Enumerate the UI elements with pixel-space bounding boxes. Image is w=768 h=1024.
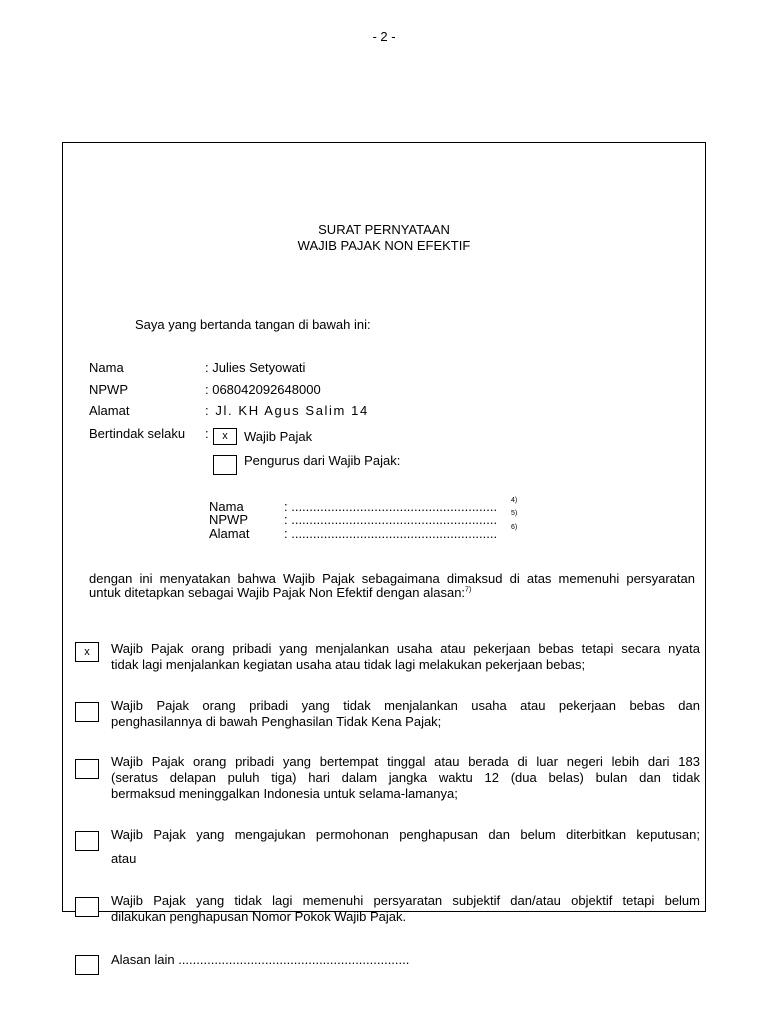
pengurus-label: Pengurus dari Wajib Pajak:	[244, 453, 401, 468]
wajib-pajak-label: Wajib Pajak	[244, 429, 313, 444]
reason-3-checkbox[interactable]	[75, 759, 99, 779]
nama-value: : Julies Setyowati	[205, 360, 306, 375]
reason-1-line-2: tidak lagi menjalankan kegiatan usaha atau tidak lagi melakukan pekerjaan bebas;	[111, 657, 586, 672]
reason-4-checkbox[interactable]	[75, 831, 99, 851]
reason-2-checkbox[interactable]	[75, 702, 99, 722]
statement-line-2-text: untuk ditetapkan sebagai Wajib Pajak Non Efektif dengan alasan:	[89, 585, 466, 600]
bertindak-label: Bertindak selaku	[89, 426, 186, 441]
reason-2-line-1: Wajib Pajak orang pribadi yang tidak menjalankan usaha atau pekerjaan bebas dan	[111, 698, 700, 713]
reason-6-text: Alasan lain ................................................................	[111, 952, 410, 967]
npwp-value: : 068042092648000	[205, 382, 321, 397]
reason-3-line-3: bermaksud meninggalkan Indonesia untuk selama-lamanya;	[111, 786, 458, 801]
pengurus-npwp-value: : .........................................................	[284, 512, 498, 527]
reason-5-checkbox[interactable]	[75, 897, 99, 917]
reason-3-line-1: Wajib Pajak orang pribadi yang bertempat tinggal atau berada di luar negeri lebih dari 183	[111, 754, 700, 769]
pengurus-checkbox[interactable]	[213, 455, 237, 475]
pengurus-alamat-label: Alamat	[209, 526, 250, 541]
reason-3-line-2: (seratus delapan puluh tiga) hari dalam jangka waktu 12 (dua belas) bulan dan tidak	[111, 770, 700, 785]
wajib-pajak-checkbox[interactable]: x	[213, 428, 237, 445]
page-number: - 2 -	[372, 29, 396, 44]
pengurus-npwp-label: NPWP	[209, 512, 248, 527]
pengurus-nama-label: Nama	[209, 499, 244, 514]
reason-6-checkbox[interactable]	[75, 955, 99, 975]
reason-5-line-1: Wajib Pajak yang tidak lagi memenuhi persyaratan subjektif dan/atau objektif tetapi belum	[111, 893, 700, 908]
statement-line-2	[89, 585, 471, 600]
reason-2-text	[111, 698, 700, 730]
intro-text: Saya yang bertanda tangan di bawah ini:	[135, 317, 371, 332]
document-title: SURAT PERNYATAAN	[318, 222, 450, 237]
reason-4-line-2: atau	[111, 851, 137, 866]
reason-4-line-1: Wajib Pajak yang mengajukan permohonan penghapusan dan belum diterbitkan keputusan;	[111, 827, 700, 842]
document-subtitle: WAJIB PAJAK NON EFEKTIF	[297, 238, 471, 253]
bertindak-colon: :	[205, 426, 209, 441]
reason-2-line-2: penghasilannya di bawah Penghasilan Tidak Kena Pajak;	[111, 714, 442, 729]
reason-5-line-2: dilakukan penghapusan Nomor Pokok Wajib Pajak.	[111, 909, 407, 924]
pengurus-alamat-value: : .........................................................	[284, 526, 498, 541]
reason-5-text	[111, 893, 700, 925]
npwp-label: NPWP	[89, 382, 128, 397]
reason-3-text	[111, 754, 700, 802]
pengurus-nama-value: : .........................................................	[284, 499, 498, 514]
alamat-label: Alamat	[89, 403, 130, 418]
pengurus-npwp-footnote: 5)	[511, 510, 518, 517]
pengurus-nama-footnote: 4)	[511, 497, 518, 504]
alamat-value: : Jl. KH Agus Salim 14	[205, 403, 369, 418]
reason-4-text	[111, 827, 700, 843]
reason-1-checkbox[interactable]: x	[75, 642, 99, 662]
statement-line-1: dengan ini menyatakan bahwa Wajib Pajak sebagaimana dimaksud di atas memenuhi persyaratan	[89, 571, 695, 586]
reason-1-line-1: Wajib Pajak orang pribadi yang menjalankan usaha atau pekerjaan bebas tetapi secara nyata	[111, 641, 700, 656]
statement-footnote: 7)	[465, 586, 472, 594]
pengurus-alamat-footnote: 6)	[511, 524, 518, 531]
reason-1-text	[111, 641, 700, 673]
nama-label: Nama	[89, 360, 124, 375]
